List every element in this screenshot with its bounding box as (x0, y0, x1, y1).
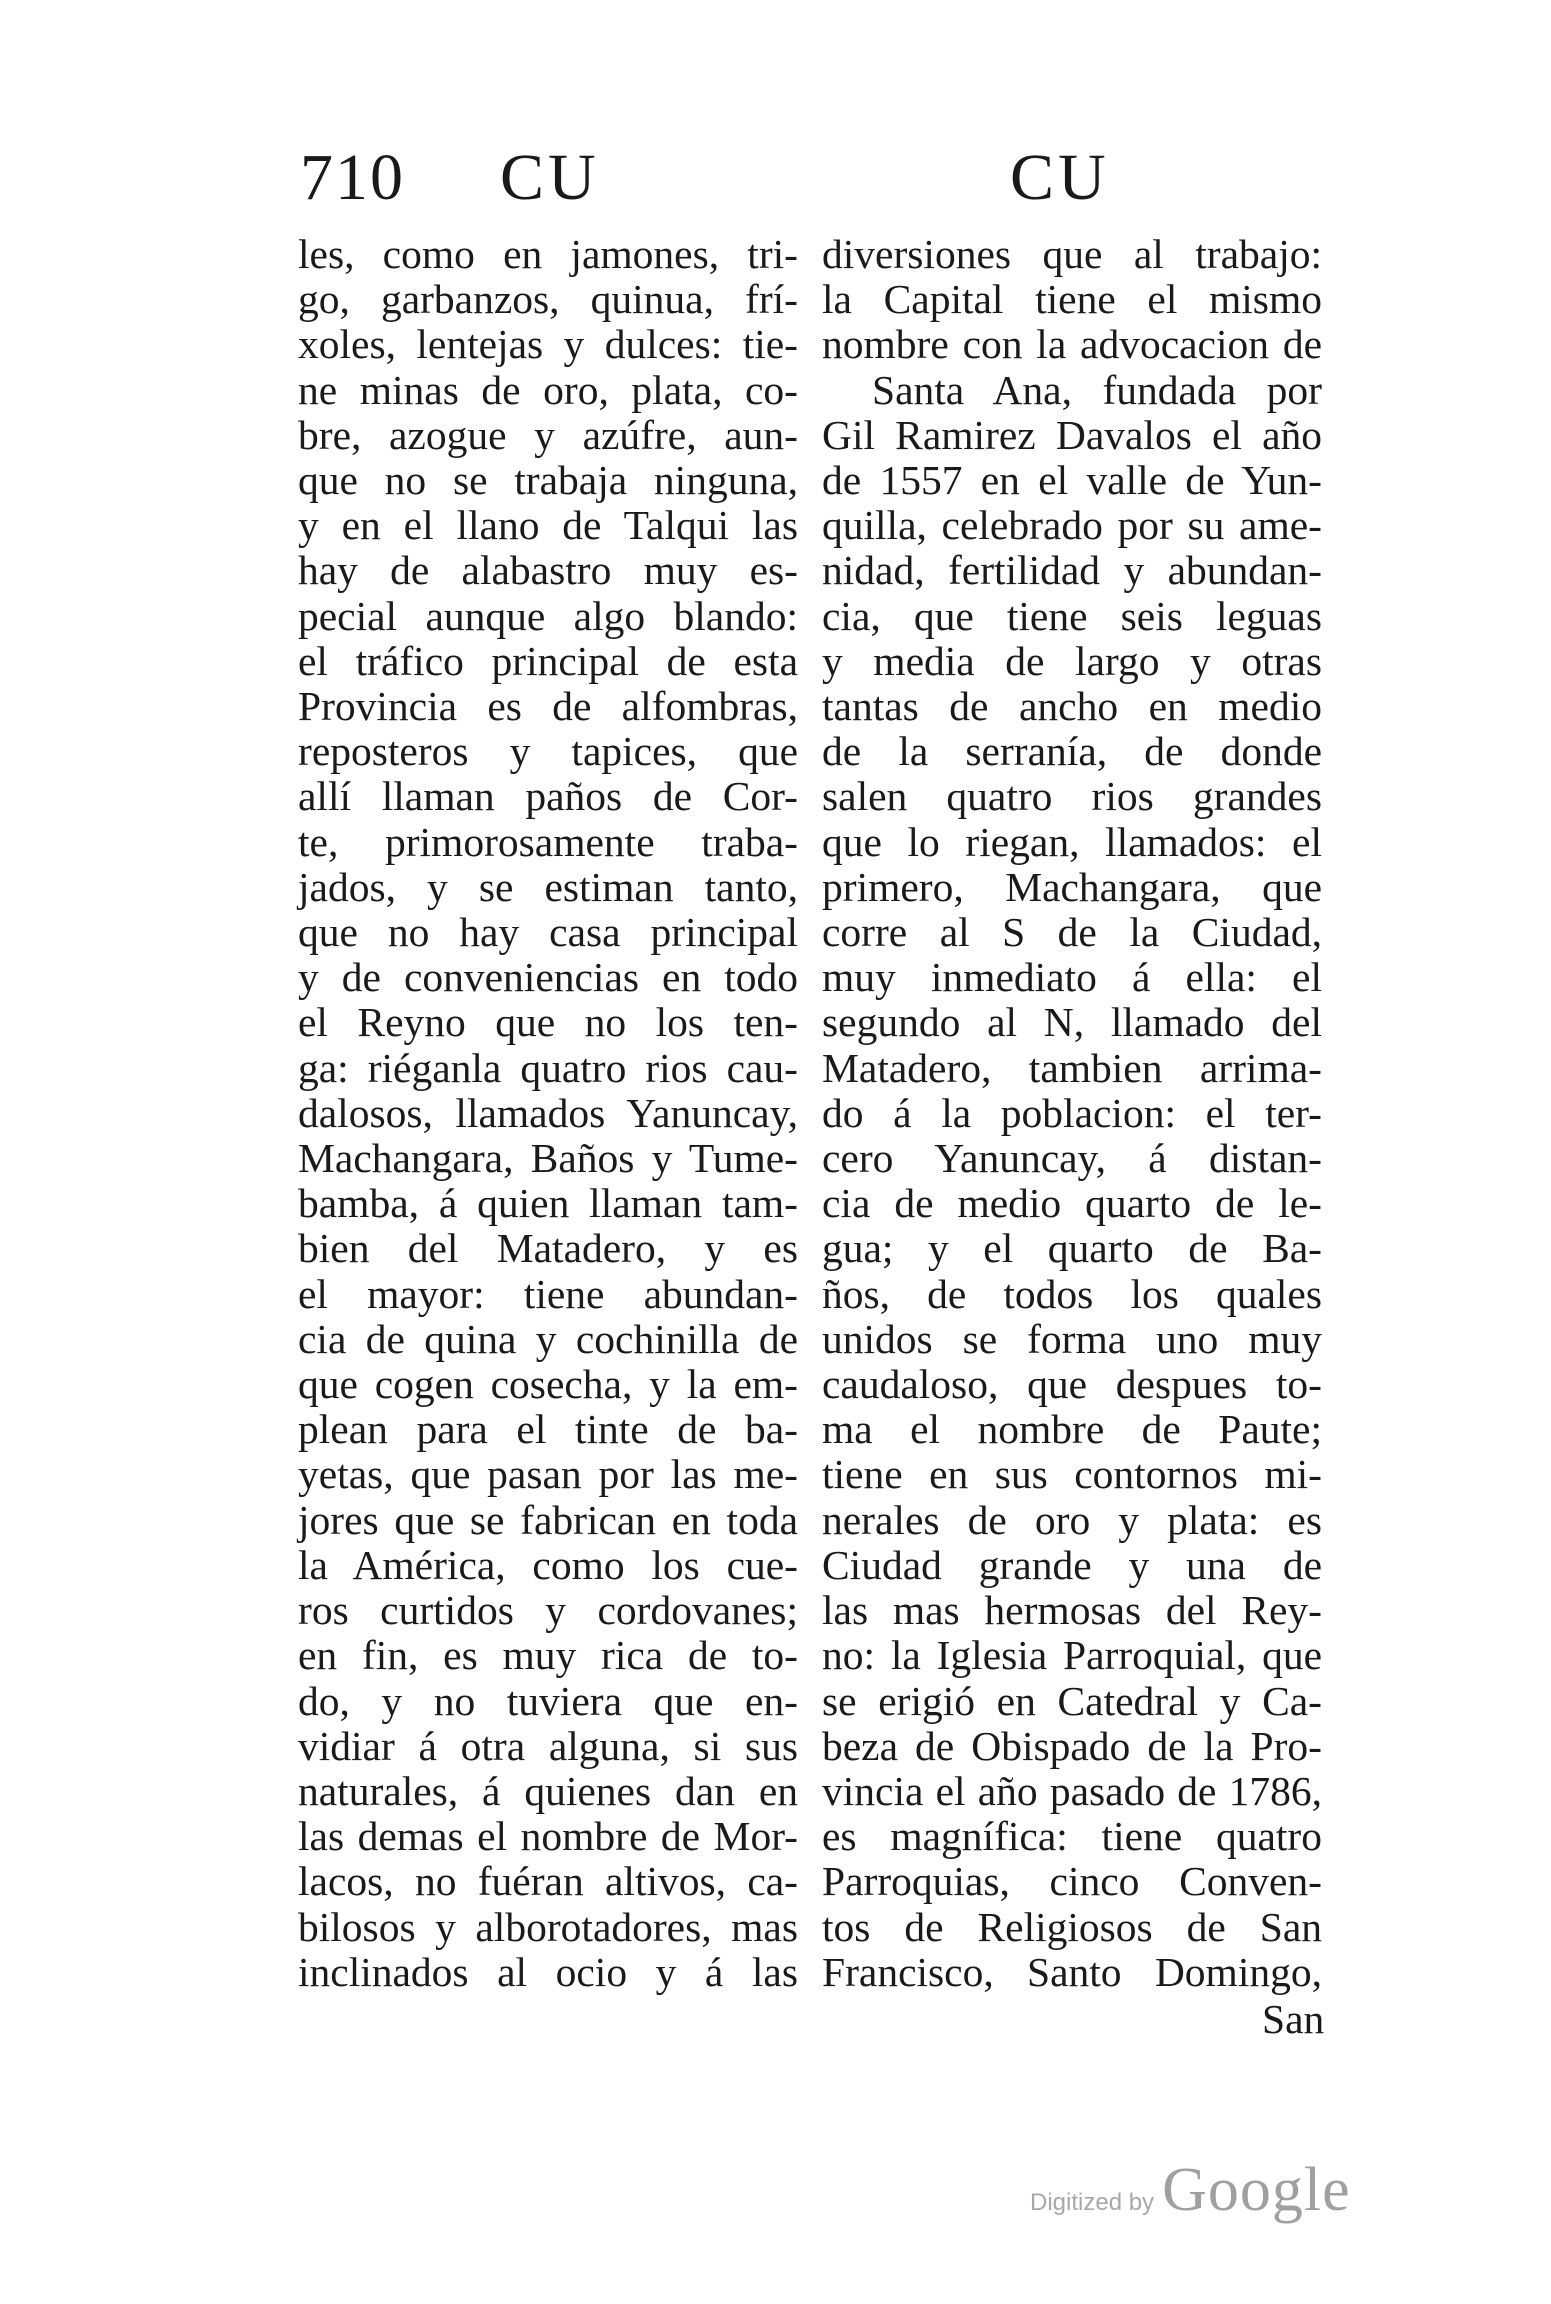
text-line: nerales de oro y plata: es (822, 1496, 1322, 1543)
text-line: ños, de todos los quales (822, 1270, 1322, 1317)
text-line: Gil Ramirez Davalos el año (822, 411, 1322, 458)
text-line: Francisco, Santo Domingo, (822, 1948, 1322, 1995)
text-line: el tráfico principal de esta (298, 637, 798, 684)
text-line: muy inmediato á ella: el (822, 954, 1322, 1001)
text-line: beza de Obispado de la Pro- (822, 1722, 1322, 1769)
text-line: bilosos y alborotadores, mas (298, 1903, 798, 1950)
text-line: las demas el nombre de Mor- (298, 1813, 798, 1860)
text-line: allí llaman paños de Cor- (298, 773, 798, 820)
text-line: bamba, á quien llaman tam- (298, 1180, 798, 1227)
text-line: go, garbanzos, quinua, frí- (298, 276, 798, 323)
text-line: en fin, es muy rica de to- (298, 1632, 798, 1679)
text-line: corre al S de la Ciudad, (822, 909, 1322, 956)
text-line: tiene en sus contornos mi- (822, 1451, 1322, 1498)
text-line: pecial aunque algo blando: (298, 592, 798, 639)
text-line: ma el nombre de Paute; (822, 1406, 1322, 1453)
text-line: do á la poblacion: el ter- (822, 1089, 1322, 1136)
text-line: las mas hermosas del Rey- (822, 1587, 1322, 1634)
text-line: lacos, no fuéran altivos, ca- (298, 1858, 798, 1905)
text-line: tos de Religiosos de San (822, 1903, 1322, 1950)
text-line: te, primorosamente traba- (298, 818, 798, 865)
text-line: quilla, celebrado por su ame- (822, 502, 1322, 549)
text-line: inclinados al ocio y á las (298, 1948, 798, 1995)
text-line: caudaloso, que despues to- (822, 1361, 1322, 1408)
google-logo: Google (1162, 2156, 1351, 2224)
text-line: no: la Iglesia Parroquial, que (822, 1632, 1322, 1679)
text-line: de 1557 en el valle de Yun- (822, 457, 1322, 504)
text-line: jores que se fabrican en toda (298, 1496, 798, 1543)
text-line: la América, como los cue- (298, 1541, 798, 1588)
text-line: jados, y se estiman tanto, (298, 863, 798, 910)
catchword: San (1262, 1996, 1325, 2042)
text-line: nombre con la advocacion de (822, 321, 1322, 368)
text-line: hay de alabastro muy es- (298, 547, 798, 594)
text-line: y de conveniencias en todo (298, 954, 798, 1001)
text-line: les, como en jamones, tri- (298, 231, 798, 277)
text-line: yetas, que pasan por las me- (298, 1451, 798, 1498)
text-line: ga: riéganla quatro rios cau- (298, 1044, 798, 1091)
text-line: cia de medio quarto de le- (822, 1180, 1322, 1227)
text-line: ne minas de oro, plata, co- (298, 366, 798, 413)
text-line: que no hay casa principal (298, 909, 798, 956)
text-line: ros curtidos y cordovanes; (298, 1587, 798, 1634)
page-header (0, 140, 1551, 220)
text-line: la Capital tiene el mismo (822, 276, 1322, 323)
watermark-prefix: Digitized by (1030, 2189, 1155, 2216)
text-line: Santa Ana, fundada por (872, 366, 1322, 413)
text-line: xoles, lentejas y dulces: tie- (298, 321, 798, 368)
text-line: Ciudad grande y una de (822, 1541, 1322, 1588)
text-line: y media de largo y otras (822, 637, 1322, 684)
text-line: unidos se forma uno muy (822, 1315, 1322, 1362)
text-line: Provincia es de alfombras, (298, 683, 798, 730)
text-line: el mayor: tiene abundan- (298, 1270, 798, 1317)
text-line: y en el llano de Talqui las (298, 502, 798, 549)
text-line: salen quatro rios grandes (822, 773, 1322, 820)
text-line: vincia el año pasado de 1786, (822, 1767, 1322, 1814)
text-line: dalosos, llamados Yanuncay, (298, 1089, 798, 1136)
text-line: Parroquias, cinco Conven- (822, 1858, 1322, 1905)
text-line: reposteros y tapices, que (298, 728, 798, 775)
text-line: es magnífica: tiene quatro (822, 1813, 1322, 1860)
running-head-right: CU (1010, 141, 1110, 214)
text-line: de la serranía, de donde (822, 728, 1322, 775)
page-number: 710 (300, 141, 405, 214)
text-line: bre, azogue y azúfre, aun- (298, 411, 798, 458)
text-line: Matadero, tambien arrima- (822, 1044, 1322, 1091)
text-line: que cogen cosecha, y la em- (298, 1361, 798, 1408)
left-text-column (298, 232, 798, 1995)
text-line: primero, Machangara, que (822, 863, 1322, 910)
right-text-column (822, 232, 1322, 1995)
text-line: diversiones que al trabajo: (822, 231, 1322, 277)
text-line: que no se trabaja ninguna, (298, 457, 798, 504)
text-line: nidad, fertilidad y abundan- (822, 547, 1322, 594)
text-line: do, y no tuviera que en- (298, 1677, 798, 1724)
text-line: cero Yanuncay, á distan- (822, 1135, 1322, 1182)
text-line: se erigió en Catedral y Ca- (822, 1677, 1322, 1724)
text-line: Machangara, Baños y Tume- (298, 1135, 798, 1182)
text-line: cia de quina y cochinilla de (298, 1315, 798, 1362)
text-line: segundo al N, llamado del (822, 999, 1322, 1046)
text-line: que lo riegan, llamados: el (822, 818, 1322, 865)
text-line: gua; y el quarto de Ba- (822, 1225, 1322, 1272)
text-line: bien del Matadero, y es (298, 1225, 798, 1272)
text-line: vidiar á otra alguna, si sus (298, 1722, 798, 1769)
digitized-watermark (1030, 2155, 1351, 2226)
text-line: el Reyno que no los ten- (298, 999, 798, 1046)
text-line: plean para el tinte de ba- (298, 1406, 798, 1453)
running-head-left: CU (500, 141, 600, 214)
text-line: naturales, á quienes dan en (298, 1767, 798, 1814)
text-line: cia, que tiene seis leguas (822, 592, 1322, 639)
text-line: tantas de ancho en medio (822, 683, 1322, 730)
